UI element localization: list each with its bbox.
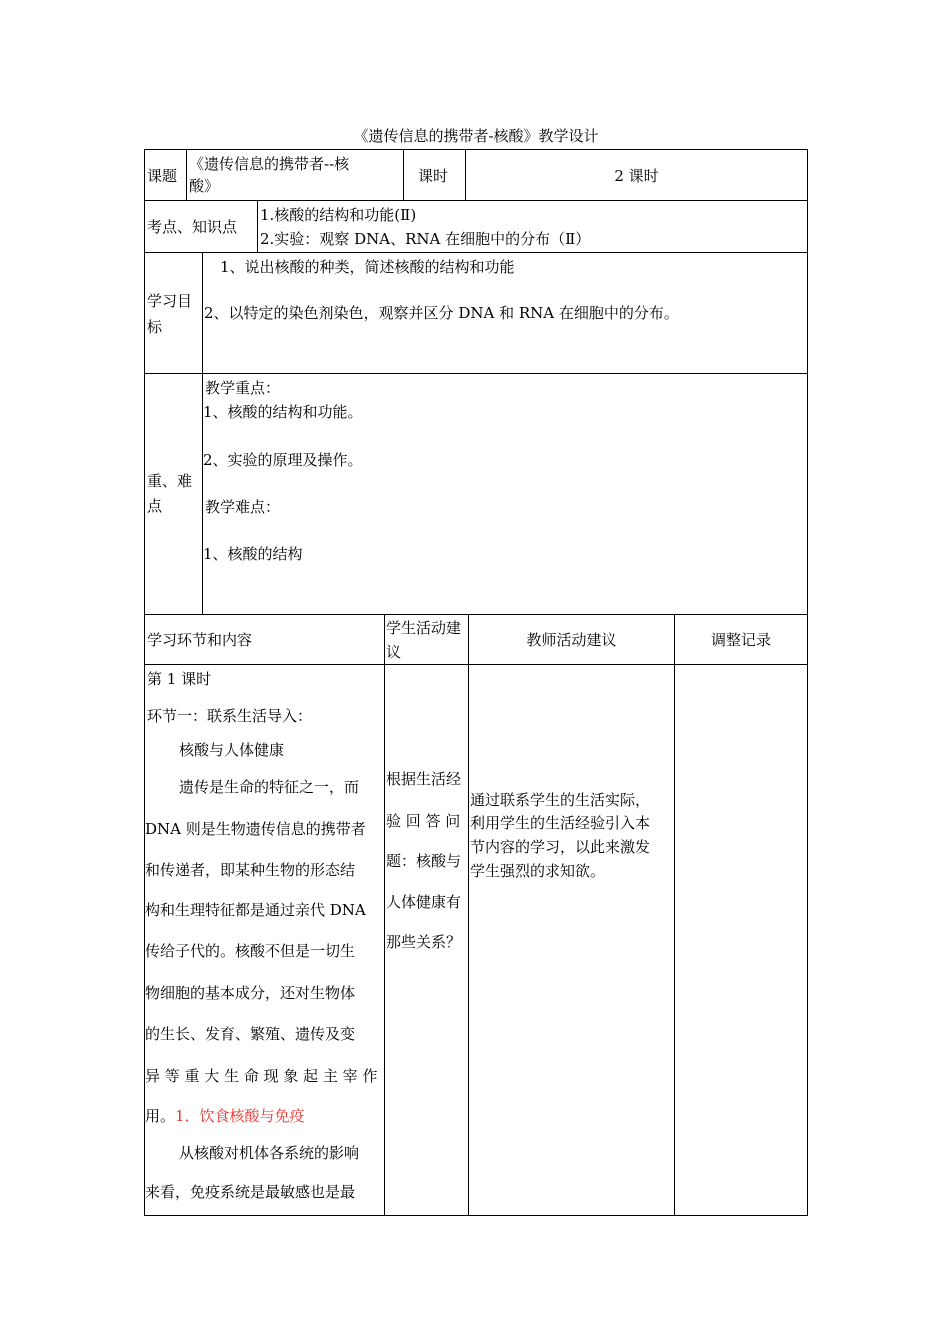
student-line: 根据生活经	[386, 770, 462, 788]
focus-heading: 教学重点：	[205, 379, 281, 397]
col-header-content: 学习环节和内容	[147, 631, 253, 649]
content-line: 物细胞的基本成分，还对生物体	[145, 984, 356, 1002]
section-heading-red: 1．饮食核酸与免疫	[175, 1107, 305, 1125]
content-line: 传给子代的。核酸不但是一切生	[145, 942, 356, 960]
hours-label: 课时	[418, 167, 449, 185]
col-header-adjust: 调整记录	[710, 631, 771, 649]
content-line: 和传递者，即某种生物的形态结	[145, 861, 356, 879]
content-line: 异 等 重 大 生 命 现 象 起 主 宰 作	[145, 1067, 378, 1085]
content-line: 环节一：联系生活导入：	[147, 707, 313, 725]
keypoints-label-line2: 点	[147, 497, 163, 515]
document-title: 《遗传信息的携带者-核酸》教学设计	[353, 127, 599, 145]
col-header-teacher: 教师活动建议	[526, 631, 617, 649]
content-line: 遗传是生命的特征之一，而	[179, 778, 360, 796]
hours-value: 2 课时	[614, 167, 659, 185]
adjust-column	[675, 665, 807, 1215]
focus-item: 2、实验的原理及操作。	[203, 451, 363, 469]
focus-item: 1、核酸的结构和功能。	[203, 403, 363, 421]
goals-label-line2: 标	[147, 318, 163, 336]
topic-title-line1: 《遗传信息的携带者--核	[189, 155, 350, 173]
content-line-prefix: 用。	[145, 1107, 176, 1125]
knowledge-label: 考点、知识点	[147, 218, 238, 236]
goal-item: 1、说出核酸的种类，简述核酸的结构和功能	[220, 258, 515, 276]
teacher-line: 利用学生的生活经验引入本	[470, 814, 651, 832]
content-line: 从核酸对机体各系统的影响	[179, 1144, 360, 1162]
keypoints-label-line1: 重、难	[147, 472, 193, 490]
student-line: 人体健康有	[386, 893, 462, 911]
content-line: 的生长、发育、繁殖、遗传及变	[145, 1025, 356, 1043]
content-line-mixed	[145, 1105, 305, 1127]
student-line: 那些关系？	[386, 933, 462, 951]
content-line: 构和生理特征都是通过亲代 DNA	[145, 901, 366, 919]
content-line: 来看，免疫系统是最敏感也是最	[145, 1183, 356, 1201]
goals-label-line1: 学习目	[147, 292, 193, 310]
col-header-student-line2: 议	[386, 643, 402, 661]
student-line: 题：核酸与	[386, 852, 462, 870]
teacher-line: 通过联系学生的生活实际，	[470, 791, 651, 809]
topic-title-line2: 酸》	[189, 177, 220, 195]
col-header-student-line1: 学生活动建	[386, 619, 462, 637]
teacher-line: 节内容的学习，以此来激发	[470, 838, 651, 856]
knowledge-item: 2.实验：观察 DNA、RNA 在细胞中的分布（Ⅱ）	[260, 230, 591, 248]
knowledge-item: 1.核酸的结构和功能(Ⅱ)	[260, 206, 417, 224]
content-subheading: 核酸与人体健康	[179, 741, 285, 759]
goal-item: 2、以特定的染色剂染色，观察并区分 DNA 和 RNA 在细胞中的分布。	[204, 304, 679, 322]
difficulty-heading: 教学难点：	[205, 498, 281, 516]
teacher-line: 学生强烈的求知欲。	[470, 862, 606, 880]
content-line: DNA 则是生物遗传信息的携带者	[145, 820, 366, 838]
topic-label: 课题	[147, 167, 178, 185]
content-line: 第 1 课时	[147, 670, 212, 688]
student-line: 验 回 答 问	[386, 812, 461, 830]
difficulty-item: 1、核酸的结构	[203, 545, 303, 563]
